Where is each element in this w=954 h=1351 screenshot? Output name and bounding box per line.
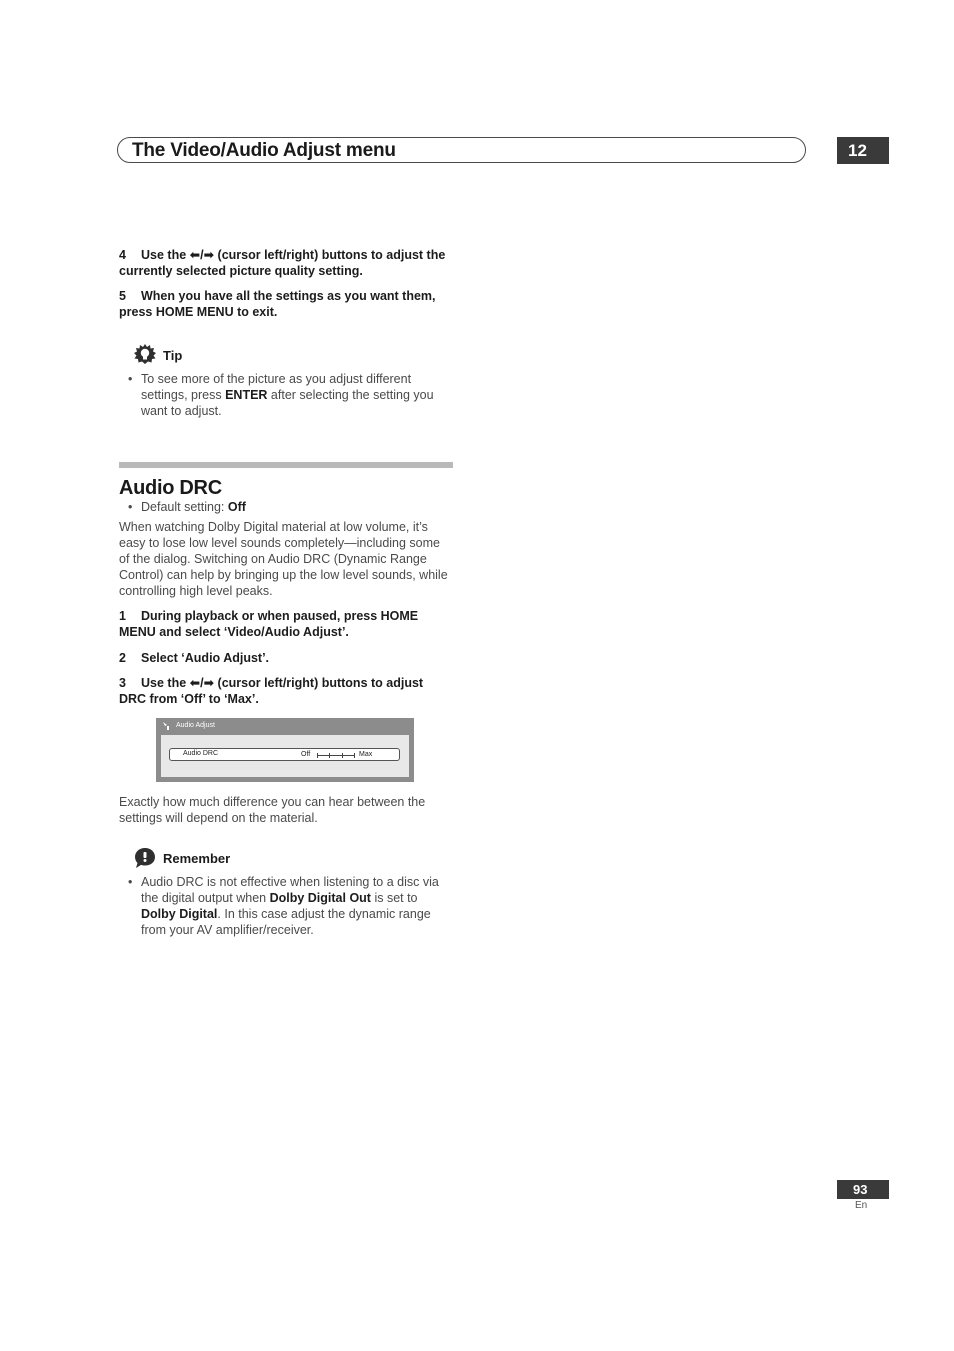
- tip-heading: Tip: [119, 343, 453, 367]
- chapter-title: The Video/Audio Adjust menu: [132, 140, 396, 161]
- step-4: 4 Use the ⬅/➡ (cursor left/right) buttons to adjust the currently selected picture quality setting.: [119, 248, 446, 278]
- section-title: Audio DRC: [119, 477, 222, 499]
- slider-tick: [317, 753, 318, 758]
- after-paragraph: Exactly how much difference you can hear between the settings will depend on the material.: [119, 795, 426, 825]
- section-divider: [119, 462, 453, 468]
- audio-adjust-icon: [162, 721, 173, 731]
- audio-drc-section: [119, 462, 453, 707]
- slider-tick: [342, 753, 343, 758]
- step-5: 5 When you have all the settings as you want them, press HOME MENU to exit.: [119, 289, 436, 319]
- slider-min-label: Off: [301, 751, 311, 758]
- audio-drc-label: Audio DRC: [183, 750, 219, 757]
- screen-panel: [161, 735, 409, 777]
- remember-box: [119, 846, 453, 938]
- cursor-arrows-icon: ⬅/➡: [189, 248, 215, 262]
- audio-drc-row[interactable]: [169, 748, 400, 761]
- slider-max-label: Max: [359, 751, 373, 758]
- remember-item: • Audio DRC is not effective when listening to a disc via the digital output when Dolby Digital Out is set to Dolby Digital. In this case adjust the dynamic range from your AV amplifier/receiver.: [119, 874, 453, 938]
- screen-title: Audio Adjust: [176, 722, 215, 729]
- intro-paragraph: When watching Dolby Digital material at low volume, it’s easy to lose low level sounds completely—including some of the dialog. Switching on Audio DRC (Dynamic Range Control) can help by bringing up the low level sounds, while controlling high level peaks.: [119, 520, 448, 598]
- chapter-number-badge: 12: [837, 137, 889, 164]
- after-text-block: [119, 794, 453, 826]
- steps-top: [119, 247, 453, 320]
- page-number: 93: [837, 1180, 889, 1199]
- drc-step-2: 2 Select ‘Audio Adjust’.: [119, 651, 270, 665]
- drc-slider[interactable]: [317, 755, 355, 756]
- language-code: En: [855, 1200, 868, 1211]
- remember-heading: Remember: [119, 846, 453, 870]
- drc-step-1: 1 During playback or when paused, press HOME MENU and select ‘Video/Audio Adjust’.: [119, 609, 419, 639]
- slider-tick: [354, 753, 355, 758]
- tip-box: [119, 343, 453, 419]
- lightbulb-icon: [133, 343, 157, 367]
- speech-bubble-icon: [133, 846, 157, 870]
- cursor-arrows-icon: ⬅/➡: [189, 676, 215, 690]
- chapter-header: [117, 137, 806, 163]
- audio-adjust-screen: [156, 718, 414, 782]
- drc-step-3: 3 Use the ⬅/➡ (cursor left/right) buttons to adjust DRC from ‘Off’ to ‘Max’.: [119, 676, 424, 706]
- slider-tick: [329, 753, 330, 758]
- tip-item: • To see more of the picture as you adjust different settings, press ENTER after selecting the setting you want to adjust.: [119, 371, 453, 419]
- default-setting: • Default setting: Off: [119, 499, 453, 515]
